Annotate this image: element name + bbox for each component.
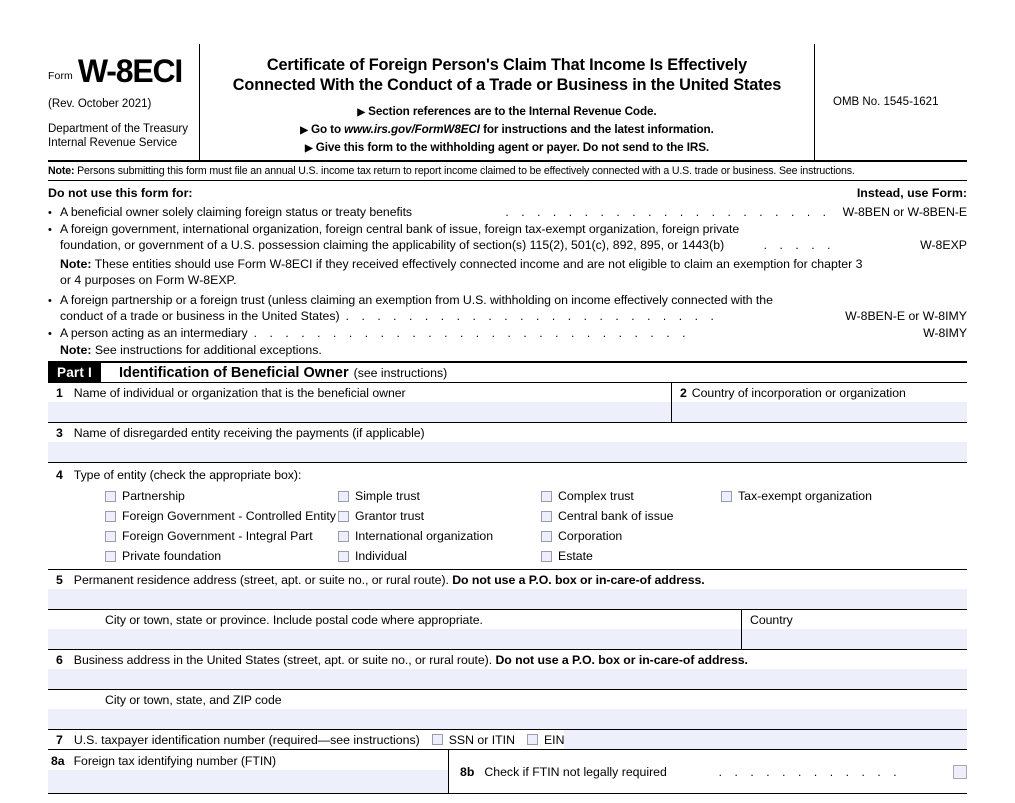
checkbox-tax-exempt-organization[interactable]	[721, 486, 967, 506]
checkbox-individual[interactable]	[338, 546, 541, 566]
line-4-number: 4	[56, 468, 63, 483]
bullet-icon: •	[48, 206, 52, 219]
checkbox-icon[interactable]	[541, 551, 552, 562]
entity-label: Foreign Government - Integral Part	[122, 529, 313, 544]
checkbox-grantor-trust[interactable]	[338, 506, 541, 526]
line-5-label-bold: Do not use a P.O. box or in-care-of address.	[452, 573, 705, 588]
leader-dots: . . . . . . . . . . . . . . . . . . . . . . . .	[345, 309, 719, 324]
leader-dots: . . . . .	[763, 238, 835, 252]
list-item	[48, 324, 967, 341]
line-7-label-segment	[48, 730, 564, 749]
instead-use-form: W-8BEN or W-8BEN-E	[842, 204, 967, 219]
line-8a-input[interactable]	[48, 770, 448, 793]
give-form-text: Give this form to the withholding agent or payer. Do not send to the IRS.	[315, 140, 710, 154]
form-title-line-2: Connected With the Conduct of a Trade or Business in the United States	[232, 75, 782, 94]
checkbox-partnership[interactable]	[105, 486, 338, 506]
header-instruction-lines	[206, 103, 808, 156]
entity-column-4	[721, 486, 967, 566]
line-7-row	[48, 729, 967, 749]
entity-label: Partnership	[122, 489, 185, 504]
line-1-input[interactable]	[48, 402, 671, 422]
part-1-see-instructions: (see instructions)	[353, 365, 448, 380]
line-6-label-bold: Do not use a P.O. box or in-care-of address.	[495, 653, 748, 668]
section-reference-line	[206, 103, 808, 121]
line-3-number: 3	[56, 426, 63, 441]
line-6-street-input[interactable]	[48, 669, 967, 689]
line-8a-label: Foreign tax identifying number (FTIN)	[73, 754, 277, 769]
line-4-row	[48, 462, 967, 569]
instead-use-form: W-8BEN-E or W-8IMY	[845, 309, 967, 324]
give-form-line	[206, 139, 808, 157]
bullet-icon: •	[48, 294, 52, 307]
line-1-label: Name of individual or organization that is the beneficial owner	[73, 386, 406, 401]
do-not-use-item-continuation	[48, 308, 967, 324]
do-not-use-item-text: A foreign partnership or a foreign trust (unless claiming an exemption from U.S. withholding on income effectively connected with the	[60, 292, 773, 307]
top-note-label: Note:	[48, 165, 75, 177]
do-not-use-item-continuation	[48, 237, 967, 253]
checkbox-icon[interactable]	[105, 551, 116, 562]
entity-label: International organization	[355, 529, 494, 544]
checkbox-icon[interactable]	[338, 491, 349, 502]
irs-url-link[interactable]: www.irs.gov/FormW8ECI	[344, 122, 480, 136]
line-6-number: 6	[56, 653, 63, 668]
issuing-agency	[48, 123, 191, 150]
entity-label: Corporation	[558, 529, 623, 544]
line-5-city-input[interactable]	[48, 629, 741, 649]
arrow-icon: ▶	[357, 107, 366, 119]
checkbox-complex-trust[interactable]	[541, 486, 721, 506]
line-6-city-row	[48, 689, 967, 729]
arrow-icon: ▶	[300, 124, 308, 136]
line-8a-number: 8a	[51, 754, 65, 769]
checkbox-foreign-government-integral-part[interactable]	[105, 526, 338, 546]
entity-label: Estate	[558, 549, 593, 564]
line-5-label-wrap	[48, 570, 967, 589]
top-note	[48, 162, 967, 181]
part-1-tag: Part I	[48, 363, 101, 382]
checkbox-icon[interactable]	[527, 734, 538, 745]
leader-dots: . . . . . . . . . . . .	[718, 764, 902, 779]
do-not-use-item-text-2: conduct of a trade or business in the United States)	[60, 309, 340, 324]
checkbox-icon[interactable]	[338, 551, 349, 562]
line-8b-label: Check if FTIN not legally required	[484, 764, 667, 779]
list-item	[48, 203, 967, 220]
line-8b-inner	[460, 765, 967, 779]
entities-note-line-2: or 4 purposes on Form W-8EXP.	[60, 273, 237, 288]
exceptions-note-text: See instructions for additional exceptions.	[91, 343, 322, 358]
part-1-title-wrap	[101, 363, 447, 382]
bottom-rule	[48, 793, 967, 794]
form-identity	[48, 53, 191, 89]
header-left-block	[48, 44, 200, 160]
line-8a-cell	[48, 750, 448, 793]
checkbox-ssn-or-itin[interactable]	[420, 733, 515, 747]
line-1-2-row	[48, 382, 967, 422]
line-5-city-label: City or town, state or province. Include postal code where appropriate.	[105, 613, 483, 628]
checkbox-icon[interactable]	[105, 511, 116, 522]
line-8-row	[48, 749, 967, 793]
ein-label: EIN	[543, 732, 565, 747]
checkbox-icon[interactable]	[105, 491, 116, 502]
goto-suffix: for instructions and the latest information.	[479, 122, 714, 136]
checkbox-estate[interactable]	[541, 546, 721, 566]
form-word-label: Form	[48, 70, 73, 83]
exceptions-note-label: Note:	[60, 343, 92, 358]
arrow-icon: ▶	[304, 142, 313, 154]
top-note-text: Persons submitting this form must file an annual U.S. income tax return to report income claimed to be effectively connected with a U.S. trade or business. See instructions.	[74, 165, 855, 177]
line-1-number: 1	[56, 386, 63, 401]
checkbox-icon[interactable]	[541, 491, 552, 502]
line-3-input[interactable]	[48, 442, 967, 462]
line-5-country-cell	[741, 610, 967, 649]
part-1-header	[48, 361, 967, 382]
line-3-label: Name of disregarded entity receiving the payments (if applicable)	[73, 426, 425, 441]
checkbox-private-foundation[interactable]	[105, 546, 338, 566]
line-2-label: Country of incorporation or organization	[691, 386, 906, 401]
header-omb-block	[815, 44, 967, 160]
checkbox-ein[interactable]	[515, 733, 565, 747]
entity-label: Complex trust	[558, 489, 634, 504]
line-1-label-wrap	[48, 383, 671, 402]
entity-label: Private foundation	[122, 549, 222, 564]
entity-type-checkbox-grid	[48, 484, 967, 569]
instead-use-form: W-8EXP	[920, 238, 967, 252]
department-line-1: Department of the Treasury	[48, 123, 188, 136]
checkbox-icon[interactable]	[432, 734, 443, 745]
line-5-country-label: Country	[750, 613, 793, 628]
form-w8eci	[48, 44, 967, 794]
do-not-use-heading	[48, 181, 967, 203]
checkbox-central-bank-of-issue[interactable]	[541, 506, 721, 526]
line-2-input[interactable]	[672, 402, 967, 422]
entity-label: Foreign Government - Controlled Entity	[122, 509, 336, 524]
entity-label: Central bank of issue	[558, 509, 674, 524]
bullet-icon: •	[48, 327, 52, 340]
line-5-label: Permanent residence address (street, apt. or suite no., or rural route).	[73, 573, 453, 588]
checkbox-international-organization[interactable]	[338, 526, 541, 546]
form-revision-date: (Rev. October 2021)	[48, 98, 152, 111]
checkbox-icon[interactable]	[105, 531, 116, 542]
entities-note	[48, 253, 967, 289]
line-5-city-row	[48, 609, 967, 649]
ssn-itin-label: SSN or ITIN	[448, 732, 515, 747]
do-not-use-item-text: A foreign government, international organization, foreign central bank of issue, foreign tax-exempt organization, foreign private	[60, 221, 740, 236]
line-5-row	[48, 569, 967, 609]
line-5-country-input[interactable]	[742, 629, 967, 649]
line-8b-number: 8b	[460, 764, 475, 779]
line-3-row	[48, 422, 967, 462]
instead-use-form: W-8IMY	[923, 325, 967, 340]
leader-dots: . . . . . . . . . . . . . . . . . . . . .	[505, 204, 831, 219]
line-5-street-input[interactable]	[48, 589, 967, 609]
entity-column-1	[48, 486, 338, 566]
section-reference-text: Section references are to the Internal Revenue Code.	[368, 105, 657, 119]
checkbox-icon[interactable]	[338, 531, 349, 542]
exceptions-note	[48, 341, 967, 357]
list-item	[48, 220, 967, 237]
line-7-inner	[48, 730, 967, 749]
do-not-use-item-text: A beneficial owner solely claiming foreign status or treaty benefits	[60, 204, 413, 219]
part-1-title: Identification of Beneficial Owner	[118, 364, 349, 381]
entity-label: Simple trust	[355, 489, 420, 504]
do-not-use-item-text-2: foundation, or government of a U.S. possession claiming the applicability of section(s) 115(2), 501(c), 892, 895, or 1443(b)	[60, 238, 725, 252]
checkbox-ftin-not-required[interactable]	[953, 765, 967, 779]
line-2-label-wrap	[680, 383, 967, 402]
goto-prefix: Go to	[310, 122, 345, 136]
line-1-cell	[48, 383, 671, 422]
line-5-number: 5	[56, 573, 63, 588]
form-number: W-8ECI	[77, 53, 183, 89]
entity-label: Individual	[355, 549, 407, 564]
line-6-label-wrap	[48, 650, 967, 669]
line-8a-label-wrap	[48, 750, 448, 770]
form-title-line-1: Certificate of Foreign Person's Claim That Income Is Effectively	[266, 56, 748, 74]
entities-note-label: Note:	[60, 257, 92, 271]
entity-label: Tax-exempt organization	[738, 489, 872, 504]
line-4-label: Type of entity (check the appropriate box):	[73, 468, 302, 483]
checkbox-simple-trust[interactable]	[338, 486, 541, 506]
entity-label: Grantor trust	[355, 509, 425, 524]
line-7-tin-input[interactable]	[564, 730, 967, 749]
line-6-city-label: City or town, state, and ZIP code	[105, 693, 282, 708]
leader-dots: . . . . . . . . . . . . . . . . . . . . . . . . . . . .	[253, 325, 691, 340]
checkbox-icon[interactable]	[338, 511, 349, 522]
line-5-city-cell	[48, 610, 741, 649]
line-2-cell	[671, 383, 967, 422]
line-6-label: Business address in the United States (street, apt. or suite no., or rural route).	[73, 653, 496, 668]
do-not-use-item-text: A person acting as an intermediary	[60, 325, 248, 340]
line-7-label-wrap	[48, 733, 420, 747]
checkbox-icon[interactable]	[541, 511, 552, 522]
entity-column-2	[338, 486, 541, 566]
line-7-number: 7	[56, 732, 63, 747]
line-7-label: U.S. taxpayer identification number (required—see instructions)	[73, 732, 420, 747]
list-item	[48, 289, 967, 309]
checkbox-foreign-government-controlled-entity[interactable]	[105, 506, 338, 526]
checkbox-icon[interactable]	[721, 491, 732, 502]
line-8b-cell	[448, 750, 967, 793]
header-title-block	[200, 44, 815, 160]
line-2-number: 2	[680, 386, 687, 401]
department-line-2: Internal Revenue Service	[48, 137, 178, 149]
checkbox-corporation[interactable]	[541, 526, 721, 546]
entity-column-3	[541, 486, 721, 566]
do-not-use-heading-right: Instead, use Form:	[856, 186, 967, 200]
do-not-use-heading-left: Do not use this form for:	[48, 186, 193, 200]
line-4-label-wrap	[48, 463, 967, 484]
form-header	[48, 44, 967, 162]
line-6-city-input[interactable]	[48, 709, 967, 729]
omb-number: OMB No. 1545-1621	[833, 96, 939, 108]
bullet-icon: •	[48, 223, 52, 236]
entities-note-line-1: These entities should use Form W-8ECI if they received effectively connected income and are not eligible to claim an exemption for chapter 3	[91, 257, 863, 271]
goto-url-line	[206, 121, 808, 139]
checkbox-icon[interactable]	[541, 531, 552, 542]
line-3-label-wrap	[48, 423, 967, 442]
form-title	[206, 56, 808, 95]
line-6-row	[48, 649, 967, 689]
